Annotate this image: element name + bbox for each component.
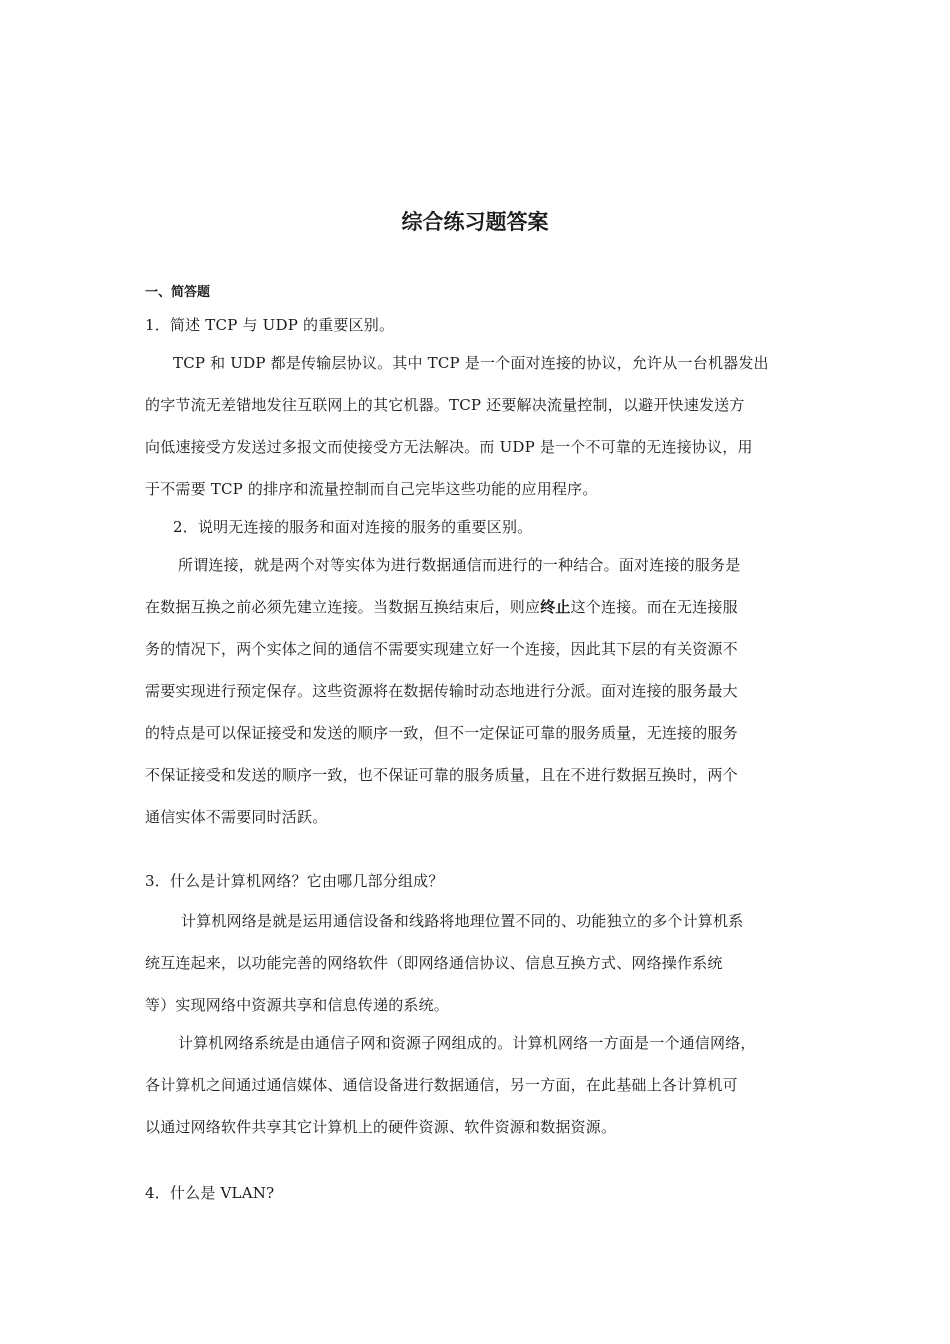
answer-3-line: 计算机网络是就是运用通信设备和线路将地理位置不同的、功能独立的多个计算机系: [181, 912, 744, 930]
question-1: 1．简述 TCP 与 UDP 的重要区别。: [145, 316, 395, 334]
answer-3-line: 各计算机之间通过通信媒体、通信设备进行数据通信，另一方面，在此基础上各计算机可: [145, 1076, 738, 1094]
answer-3-line: 统互连起来，以功能完善的网络软件（即网络通信协议、信息互换方式、网络操作系统: [145, 954, 723, 972]
answer-2-line: 不保证接受和发送的顺序一致，也不保证可靠的服务质量，且在不进行数据互换时，两个: [145, 766, 738, 784]
question-3: 3．什么是计算机网络？它由哪几部分组成？: [145, 872, 444, 890]
answer-3-line: 以通过网络软件共享其它计算机上的硬件资源、软件资源和数据资源。: [145, 1118, 617, 1136]
answer-2-text: 这个连接。而在无连接服: [570, 598, 738, 616]
answer-2-line: 需要实现进行预定保存。这些资源将在数据传输时动态地进行分派。面对连接的服务最大: [145, 682, 738, 700]
page-title: 综合练习题答案: [401, 210, 549, 234]
answer-2-line: 的特点是可以保证接受和发送的顺序一致，但不一定保证可靠的服务质量，无连接的服务: [145, 724, 738, 742]
answer-2-text: 在数据互换之前必须先建立连接。当数据互换结束后，则应: [145, 598, 541, 616]
answer-1-line: TCP 和 UDP 都是传输层协议。其中 TCP 是一个面对连接的协议，允许从一台机器发出: [173, 354, 769, 372]
answer-3-line: 等）实现网络中资源共享和信息传递的系统。: [145, 996, 450, 1014]
answer-3-line: 计算机网络系统是由通信子网和资源子网组成的。计算机网络一方面是一个通信网络，: [178, 1034, 756, 1052]
answer-1-line: 的字节流无差错地发往互联网上的其它机器。TCP 还要解决流量控制，以避开快速发送方: [145, 396, 745, 414]
question-2: 2．说明无连接的服务和面对连接的服务的重要区别。: [173, 518, 533, 536]
answer-1-line: 向低速接受方发送过多报文而使接受方无法解决。而 UDP 是一个不可靠的无连接协议，用: [145, 438, 753, 456]
answer-2-line: 务的情况下，两个实体之间的通信不需要实现建立好一个连接，因此其下层的有关资源不: [145, 640, 738, 658]
answer-1-line: 于不需要 TCP 的排序和流量控制而自己完毕这些功能的应用程序。: [145, 480, 598, 498]
question-4: 4．什么是 VLAN?: [145, 1184, 275, 1202]
answer-2-line: 所谓连接，就是两个对等实体为进行数据通信而进行的一种结合。面对连接的服务是: [178, 556, 741, 574]
emphasis-text: 终止: [540, 598, 571, 616]
section-heading: 一、简答题: [145, 285, 211, 300]
answer-2-line: [145, 597, 738, 617]
answer-2-line: 通信实体不需要同时活跃。: [145, 808, 328, 826]
